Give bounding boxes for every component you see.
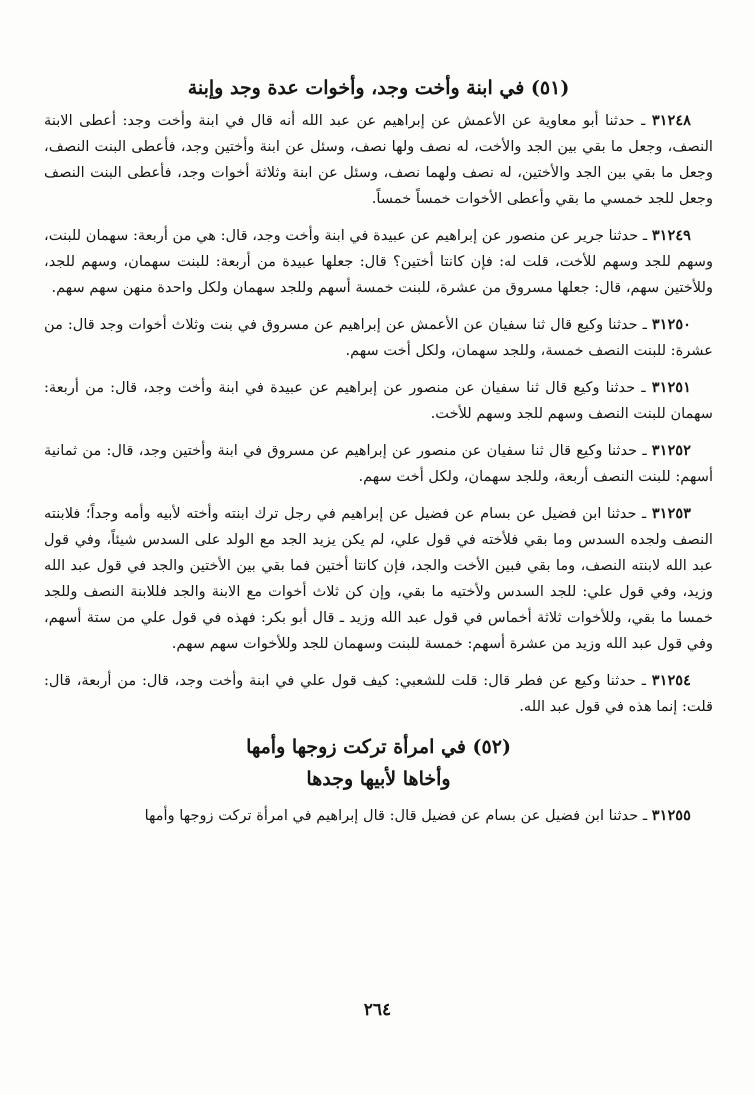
hadith-text: ـ حدثنا وكيع قال ثنا سفيان عن الأعمش عن إبراهيم عن مسروق في بنت وثلاث أخوات وجد قال: من عشرة: للبنت النصف خمسة، وللجد سهمان، ولكل أخت سهم. bbox=[44, 316, 713, 359]
section-52-title-line2: وأخاها لأبيها وجدها bbox=[306, 768, 451, 790]
hadith-paragraph bbox=[44, 223, 713, 301]
hadith-paragraph bbox=[44, 375, 713, 427]
hadith-paragraph bbox=[44, 803, 713, 829]
hadith-number: ٣١٢٤٩ bbox=[651, 227, 692, 244]
hadith-text: ـ حدثنا ابن فضيل عن بسام عن فضيل عن إبراهيم في رجل ترك ابنته وأخته لأبيه وأمه وجداً؛ فلابنته النصف ولجده السدس وما بقي فلأخته في قول علي، لم يكن يزيد الجد مع الولد على السدس شيئاً، وفي قول عبد الله لابنته النصف، وما بقي فبين الأخت والجد، فإن كانتا أختين فما بقي بين الأختين والجد في قول عبد الله وزيد، وفي قول علي: للجد السدس ولأختيه ما بقي، وإن كن ثلاث أخوات مع الابنة والجد فللابنة النصف وللجد خمسا ما بقي، وللأخوات ثلاثة أخماس في قول عبد الله وزيد ـ قال أبو بكر: فهذه في قول علي من ستة أسهم، وفي قول عبد الله وزيد من عشرة أسهم: خمسة للبنت وسهمان للجد وللأخوات سهم سهم. bbox=[44, 505, 713, 652]
hadith-paragraph bbox=[44, 668, 713, 720]
hadith-number: ٣١٢٥٣ bbox=[651, 505, 692, 522]
section-52-title bbox=[44, 731, 713, 795]
hadith-text: ـ حدثنا وكيع قال ثنا سفيان عن منصور عن إبراهيم عن مسروق في ابنة وأختين وجد، قال: من ثمانية أسهم: للبنت النصف أربعة، وللجد سهمان، ولكل أخت سهم. bbox=[44, 442, 713, 485]
hadith-number: ٣١٢٥٠ bbox=[651, 316, 692, 333]
section-52-title-line1: (٥٢) في امرأة تركت زوجها وأمها bbox=[246, 736, 511, 758]
page-number: ٢٦٤ bbox=[363, 1000, 392, 1020]
hadith-paragraph bbox=[44, 312, 713, 364]
hadith-paragraph bbox=[44, 438, 713, 490]
hadith-text: ـ حدثنا ابن فضيل عن بسام عن فضيل قال: قال إبراهيم في امرأة تركت زوجها وأمها bbox=[144, 807, 648, 824]
hadith-number: ٣١٢٥٤ bbox=[651, 672, 691, 689]
hadith-text: ـ حدثنا جرير عن منصور عن إبراهيم عن عبيدة في ابنة وأخت وجد، قال: هي من أربعة: سهمان للبنت، وسهم للجد وسهم للأخت، قلت له: فإن كانتا أختين؟ قال: جعلها عبيدة من أربعة: للبنت سهمان، وسهم للجد، وللأختين سهم، قال: جعلها مسروق من عشرة، للبنت خمسة أسهم وللجد سهمان ولكل واحدة منهن سهم سهم. bbox=[44, 227, 713, 296]
section-51-title: (٥١) في ابنة وأخت وجد، وأخوات عدة وجد وإبنة bbox=[187, 77, 570, 99]
hadith-number: ٣١٢٥٢ bbox=[651, 442, 691, 459]
hadith-number: ٣١٢٤٨ bbox=[651, 112, 692, 129]
hadith-number: ٣١٢٥٥ bbox=[651, 807, 691, 824]
hadith-text: ـ حدثنا وكيع قال ثنا سفيان عن منصور عن إبراهيم عن عبيدة في ابنة وأخت وجد، قال: من أربعة: سهمان للبنت النصف وسهم للجد وسهم للأخت. bbox=[44, 379, 713, 422]
hadith-paragraph bbox=[44, 108, 713, 212]
hadith-paragraph bbox=[44, 501, 713, 657]
hadith-text: ـ حدثنا وكيع عن فطر قال: قلت للشعبي: كيف قول علي في ابنة وأخت وجد، قال: من أربعة، قال: قلت: إنما هذه في قول عبد الله. bbox=[44, 672, 713, 715]
hadith-number: ٣١٢٥١ bbox=[651, 379, 691, 396]
hadith-text: ـ حدثنا أبو معاوية عن الأعمش عن إبراهيم عن عبد الله أنه قال في ابنة وأخت وجد: أعطى الابنة النصف، وجعل ما بقي بين الجد والأخت، له نصف ولها نصف، وسئل عن ابنة وأختين وجد، فأعطى البنت النصف، وجعل ما بقي بين الجد والأختين، له نصف ولهما نصف، وسئل عن ابنة وثلاثة أخوات وجد، فأعطى البنت النصف وجعل للجد خمسي ما بقي وأعطى الأخوات خمساً خمساً. bbox=[44, 112, 713, 207]
